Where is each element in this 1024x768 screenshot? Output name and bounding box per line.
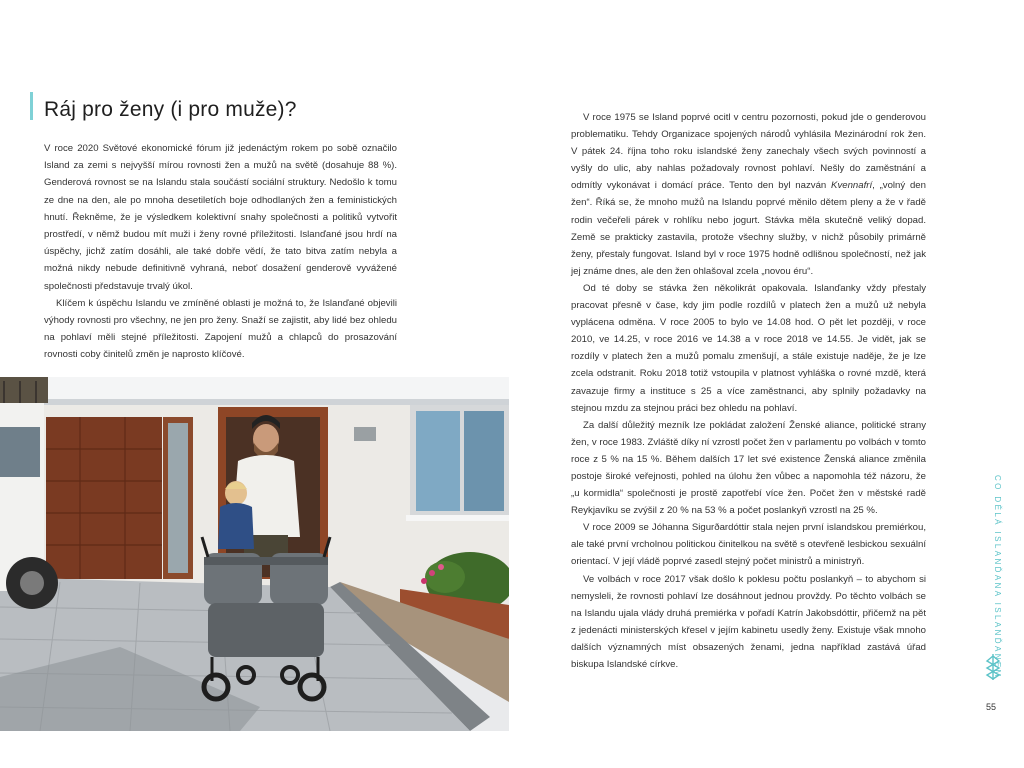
right-body-text <box>571 109 926 673</box>
right-paragraph: V roce 2009 se Jóhanna Sigurðardóttir stala nejen první islandskou premiérkou, ale také první vrcholnou politickou činitelkou na světě s otevřeně lesbickou sexuální orientací. V její vládě poprvé zasedl stejný počet ministrů a ministryň. <box>571 522 926 568</box>
left-paragraph: V roce 2020 Světové ekonomické fórum již jedenáctým rokem po sobě označilo Island za zemi s nejvyšší mírou rovnosti žen a mužů na světě (dosahuje 88 %). Genderová rovnost se na Islandu stala součástí sociální struktury. Nedošlo k tomu ze dne na den, ale po mnoha desetiletích boje odhodlaných žen a feministických hnutí. Řekněme, že je výsledkem kolektivní snahy společnosti a politiků vytvořit prostředí, v němž budou mít muži i ženy rovné příležitosti. Islanďané jsou hrdí na úspěchy, jichž zatím dosáhli, ale také dobře vědí, že tato bitva zatím nebyla a možná nikdy nebude definitivně vyhraná, neboť dosažení genderově vyvážené společnosti představuje trvalý úkol. <box>44 143 397 292</box>
family-photo <box>0 377 509 731</box>
page-number: 55 <box>986 702 997 712</box>
right-paragraph <box>571 109 926 280</box>
celtic-knot-icon <box>983 652 1003 682</box>
kvennafri-term: Kvennafrí <box>831 180 873 192</box>
right-paragraph-1-after: , „volný den žen“. Říká se, že mnoho mužů na Islandu poprvé měnilo dětem pleny a že v řadě rodin večeřeli párek v rohlíku nebo jogurt. Stávka měla skutečně veliký dopad. Země se prakticky zastavila, protože všechny služby, v nichž působily primárně ženy, přestaly fungovat. Island byl v roce 1975 hodně odlišnou společností, než jak jej známe dnes, ale den žen ohlašoval zcela „novou éru“. <box>571 180 926 277</box>
left-paragraph: Klíčem k úspěchu Islandu ve zmíněné oblasti je možná to, že Islanďané objevili výhody rovnosti pro všechny, ne jen pro ženy. Snaží se zajistit, aby lidé bez ohledu na pohlaví měli stejné příležitosti. Zapojení mužů a chlapců do prosazování rovnosti coby činitelů změn je naprosto klíčové. <box>44 297 397 361</box>
section-title: Ráj pro ženy (i pro muže)? <box>44 98 297 121</box>
title-accent-bar <box>30 92 33 120</box>
right-paragraph: Od té doby se stávka žen několikrát opakovala. Islanďanky vždy přestaly pracovat přesně v čase, kdy jim podle rozdílů v platech žen a mužů už nebyla vyplácena odměna. V roce 2005 to bylo ve 14.08 hod. O pět let později, v roce 2010, ve 14.25, v roce 2016 ve 14.38 a v roce 2018 ve 14.55. Je vidět, jak se rozdíly v platech žen a mužů pomalu zmenšují, a stále existuje naděje, že je lze zcela odstranit. Roku 2018 totiž vstoupila v platnost vyhláška o rovné mzdě, která zavazuje firmy a instituce s 25 a více zaměstnanci, aby splnily požadavky na stejnou mzdu za stejnou práci bez ohledu na pohlaví. <box>571 282 926 414</box>
right-paragraph: Za další důležitý mezník lze pokládat založení Ženské aliance, politické strany žen, v roce 1983. Zvláště díky ní vzrostl počet žen v parlamentu po volbách v tomto roce z 5 % na 15 %. Během dalších 17 let své existence Ženská aliance změnila postoje široké veřejnosti, pohled na úlohu žen vůbec a napomohla též názoru, že „u kormidla“ společnosti je prostě zapotřebí více žen. Počet žen v městské radě Reykjavíku se zvýšil z 20 % na 53 % a počet poslankyň vzrostl na 25 %. <box>571 419 926 517</box>
running-head: CO DĚLÁ ISLANĎANA ISLANĎANEM <box>993 475 1002 679</box>
right-paragraph: Ve volbách v roce 2017 však došlo k poklesu počtu poslankyň – to abychom si nemysleli, že rovnosti pohlaví lze dosáhnout jednou provždy. Po těchto volbách se na Islandu ujala vlády druhá premiérka v pořadí Katrín Jakobsdóttir, přičemž na pět z jedenácti ministerských křesel v jejím kabinetu usedly ženy. Existuje však mnoho dalších významných míst obsazených ženami, jedna například zastává úřad biskupa Islandské církve. <box>571 573 926 670</box>
right-paragraph-1-before: V roce 1975 se Island poprvé ocitl v centru pozornosti, pokud jde o genderovou problematiku. Tehdy Organizace spojených národů vyhlásila Mezinárodní rok žen. V pátek 24. října toho roku islandské ženy zanechaly všech svých povinností a vyšly do ulic, aby nahlas požadovaly rovnost pohlaví. Nešly do zaměstnání a odmítly vykonávat i domácí práce. Tento den byl nazván <box>571 112 926 192</box>
left-body-text <box>44 140 397 364</box>
